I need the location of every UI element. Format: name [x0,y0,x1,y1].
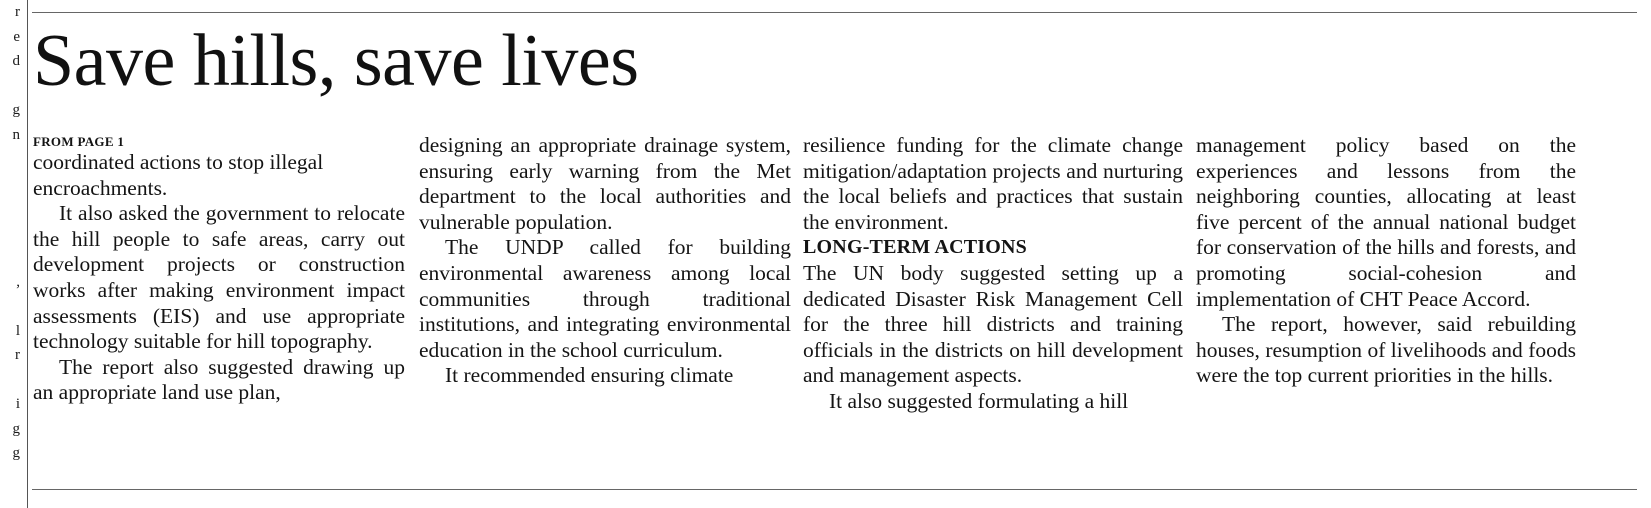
edge-fragment: , [16,273,20,290]
paragraph: The UN body suggested setting up a dedicated Disaster Risk Management Cell for the three hill districts and training officials in the districts on hill development and management aspects. [803,260,1183,388]
headline: Save hills, save lives [33,20,639,102]
edge-fragment: e [13,28,20,45]
edge-fragment: r [15,4,20,20]
paragraph: It also asked the government to relocate the hill people to safe areas, carry out development projects or construction works after making environment impact assessments (EIS) and use appropriate technology suitable for hill topography. [33,201,405,354]
article-column-4 [1196,133,1576,389]
article-body [33,133,1633,483]
paragraph: The report, however, said rebuilding houses, resumption of livelihoods and foods were the top current priorities in the hills. [1196,312,1576,388]
section-subhead: LONG-TERM ACTIONS [803,236,1027,259]
edge-fragment: n [12,126,20,143]
article-column-1 [33,133,405,406]
article-column-2 [419,133,791,389]
jump-kicker: FROM PAGE 1 [33,134,125,149]
edge-fragment: g [12,102,20,118]
edge-fragment: r [15,347,20,363]
article-column-3 [803,133,1183,415]
paragraph: designing an appropriate drainage system, ensuring early warning from the Met department to the local authorities and vulnerable population. [419,133,791,234]
edge-fragment: d [12,53,20,69]
edge-fragment: g [12,420,20,437]
bottom-rule [32,489,1637,490]
paragraph: The report also suggested drawing up an appropriate land use plan, [33,354,405,405]
top-rule [32,12,1637,13]
paragraph: It recommended ensuring climate [445,363,734,388]
adjacent-article-edge [0,0,20,508]
paragraph: coordinated actions to stop illegal encroachments. [33,150,324,200]
edge-fragment: i [15,396,20,412]
edge-fragment: l [15,322,20,339]
column-divider [27,0,28,508]
paragraph: The UNDP called for building environmental awareness among local communities through traditional institutions, and integrating environmental education in the school curriculum. [419,235,791,362]
paragraph: resilience funding for the climate change mitigation/adaptation projects and nurturing the local beliefs and practices that sustain the environment. [803,133,1183,234]
paragraph: It also suggested formulating a hill [829,388,1129,413]
edge-fragment: g [12,445,20,461]
paragraph: management policy based on the experiences and lessons from the neighboring counties, allocating at least five percent of the annual national budget for conservation of the hills and forests, and promoting social-cohesion and implementation of CHT Peace Accord. [1196,133,1576,311]
